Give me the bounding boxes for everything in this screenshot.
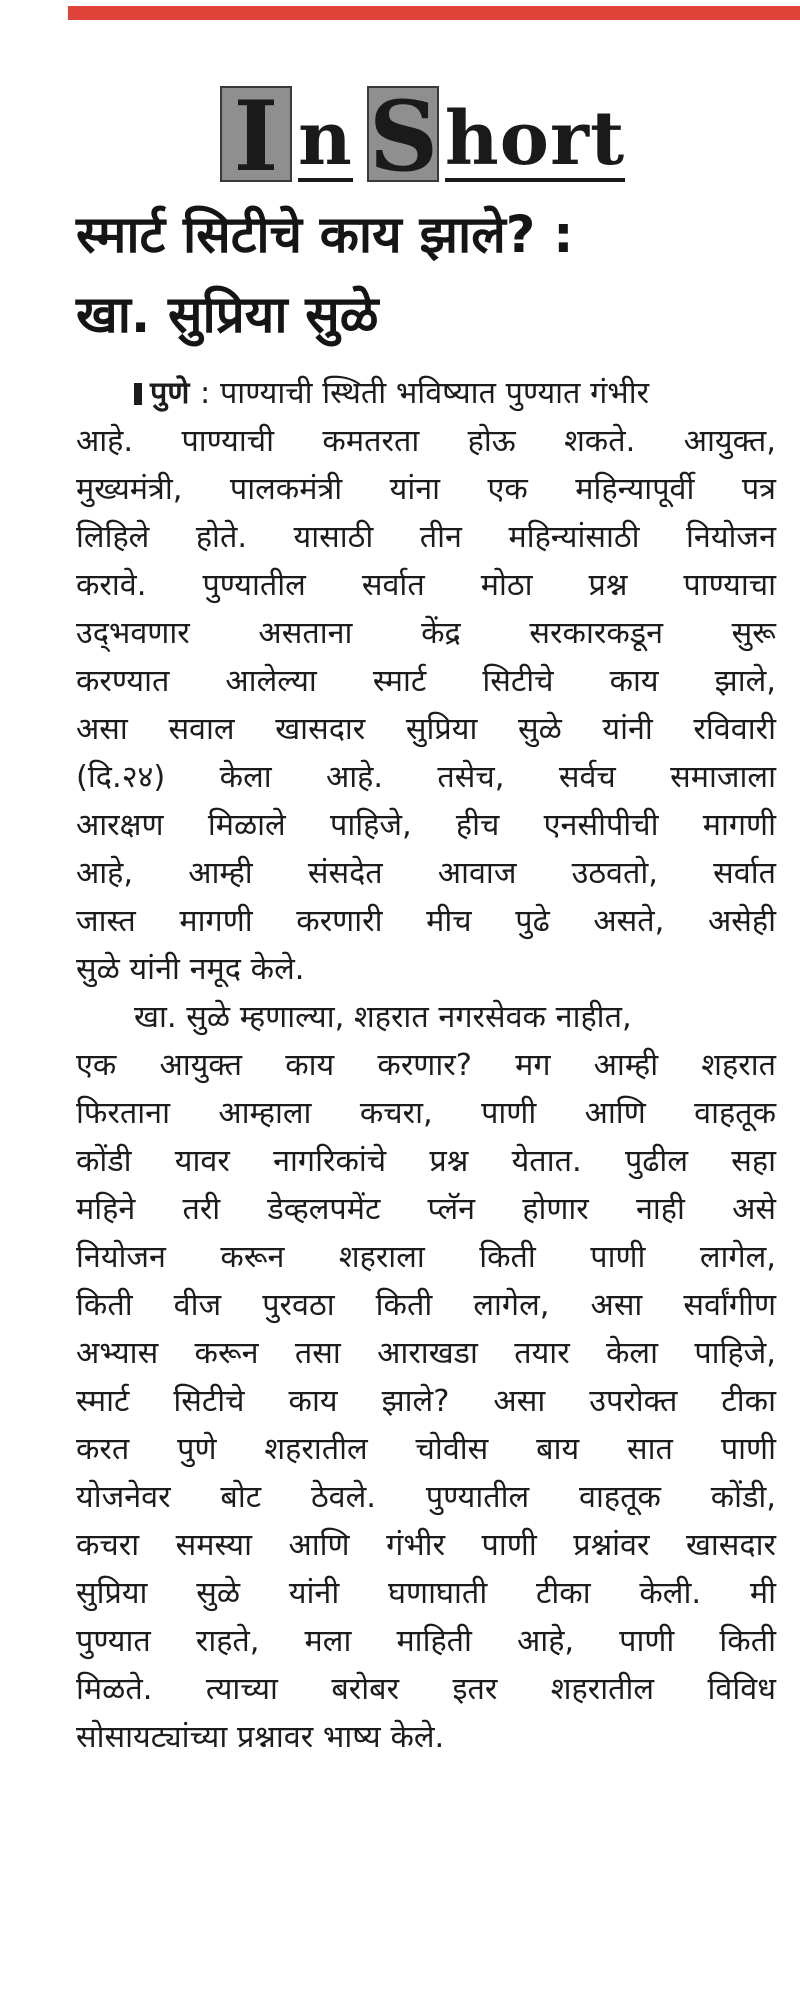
article-text-line — [76, 1522, 776, 1570]
article-text-line — [76, 418, 776, 466]
top-red-rule — [68, 6, 800, 20]
article-text-line — [76, 610, 776, 658]
article-line-text: सुप्रिया सुळे यांनी घणाघाती टीका केली. मी — [76, 1576, 776, 1611]
article-text-line — [76, 1426, 776, 1474]
article-line-text: आहे. पाण्याची कमतरता होऊ शकते. आयुक्त, — [76, 424, 776, 459]
article-text-line — [76, 1474, 776, 1522]
article-line-text: खा. सुळे म्हणाल्या, शहरात नगरसेवक नाहीत, — [134, 1000, 632, 1035]
article-text-line — [76, 706, 776, 754]
article-text-line — [76, 370, 776, 418]
article-line-text: मिळते. त्याच्या बरोबर इतर शहरातील विविध — [76, 1672, 776, 1707]
article-text-line — [76, 994, 776, 1042]
article-line-text: सुळे यांनी नमूद केले. — [76, 952, 305, 987]
article-line-text: मुख्यमंत्री, पालकमंत्री यांना एक महिन्यापूर्वी पत्र — [76, 472, 776, 507]
article-text-line — [76, 1714, 776, 1762]
article-body — [76, 370, 776, 1762]
dateline-city: पुणे — [150, 376, 200, 411]
article-line-text: करण्यात आलेल्या स्मार्ट सिटीचे काय झाले, — [76, 664, 776, 699]
article-text-line — [76, 1138, 776, 1186]
masthead-text-n: n — [298, 96, 353, 182]
article-line-text: नियोजन करून शहराला किती पाणी लागेल, — [76, 1240, 776, 1275]
article-line-text: महिने तरी डेव्हलपमेंट प्लॅन होणार नाही असे — [76, 1192, 776, 1227]
article-text-line — [76, 1282, 776, 1330]
paragraph-2 — [76, 994, 776, 1762]
article-text-line — [76, 1042, 776, 1090]
masthead-text-hort: hort — [444, 96, 626, 182]
in-short-masthead — [220, 80, 626, 193]
article-line-text: किती वीज पुरवठा किती लागेल, असा सर्वांगीण — [76, 1288, 776, 1323]
article-line-text: फिरताना आम्हाला कचरा, पाणी आणि वाहतूक — [76, 1096, 776, 1131]
article-line-text: एक आयुक्त काय करणार? मग आम्ही शहरात — [76, 1048, 776, 1083]
article-line-text: करावे. पुण्यातील सर्वात मोठा प्रश्न पाण्याचा — [76, 568, 776, 603]
dateline-marker — [134, 383, 142, 405]
article-line-text: जास्त मागणी करणारी मीच पुढे असते, असेही — [76, 904, 776, 939]
article-line-text: अभ्यास करून तसा आराखडा तयार केला पाहिजे, — [76, 1336, 776, 1371]
headline-line-2: खा. सुप्रिया सुळे — [76, 286, 379, 345]
article-text-line — [76, 1090, 776, 1138]
article-line-text: सोसायट्यांच्या प्रश्नावर भाष्य केले. — [76, 1720, 445, 1755]
article-text-line — [76, 946, 776, 994]
masthead-letter-s: S — [368, 80, 439, 193]
article-line-text: असा सवाल खासदार सुप्रिया सुळे यांनी रविवारी — [76, 712, 776, 747]
article-text-line — [76, 1570, 776, 1618]
article-text-line — [76, 1186, 776, 1234]
article-line-text: (दि.२४) केला आहे. तसेच, सर्वच समाजाला — [76, 760, 776, 795]
headline-line-1: स्मार्ट सिटीचे काय झाले? : — [76, 206, 574, 265]
article-text-line — [76, 1618, 776, 1666]
article-text-line — [76, 898, 776, 946]
article-line-text: लिहिले होते. यासाठी तीन महिन्यांसाठी नियोजन — [76, 520, 776, 555]
article-line-text: आहे, आम्ही संसदेत आवाज उठवतो, सर्वात — [76, 856, 776, 891]
article-line-text: स्मार्ट सिटीचे काय झाले? असा उपरोक्त टीका — [76, 1384, 776, 1419]
article-text-line — [76, 658, 776, 706]
article-text-line — [76, 850, 776, 898]
masthead-letter-i: I — [220, 86, 292, 182]
article-line-text: करत पुणे शहरातील चोवीस बाय सात पाणी — [76, 1432, 776, 1467]
article-line-text: उद्‌भवणार असताना केंद्र सरकारकडून सुरू — [76, 616, 776, 651]
article-text-line — [76, 1666, 776, 1714]
article-line-text: कचरा समस्या आणि गंभीर पाणी प्रश्नांवर खासदार — [76, 1528, 776, 1563]
article-text-line — [76, 802, 776, 850]
article-headline — [76, 196, 776, 356]
article-text-line — [76, 1234, 776, 1282]
article-text-line — [76, 514, 776, 562]
article-text-line — [76, 1378, 776, 1426]
article-text-line — [76, 1330, 776, 1378]
article-line-text: आरक्षण मिळाले पाहिजे, हीच एनसीपीची मागणी — [76, 808, 776, 843]
article-text-line — [76, 754, 776, 802]
article-text-line — [76, 562, 776, 610]
article-line-text: कोंडी यावर नागरिकांचे प्रश्न येतात. पुढील सहा — [76, 1144, 776, 1179]
article-line-text: : पाण्याची स्थिती भविष्यात पुण्यात गंभीर — [200, 376, 650, 411]
paragraph-1 — [76, 370, 776, 994]
article-line-text: पुण्यात राहते, मला माहिती आहे, पाणी किती — [76, 1624, 776, 1659]
article-line-text: योजनेवर बोट ठेवले. पुण्यातील वाहतूक कोंडी, — [76, 1480, 776, 1515]
article-text-line — [76, 466, 776, 514]
